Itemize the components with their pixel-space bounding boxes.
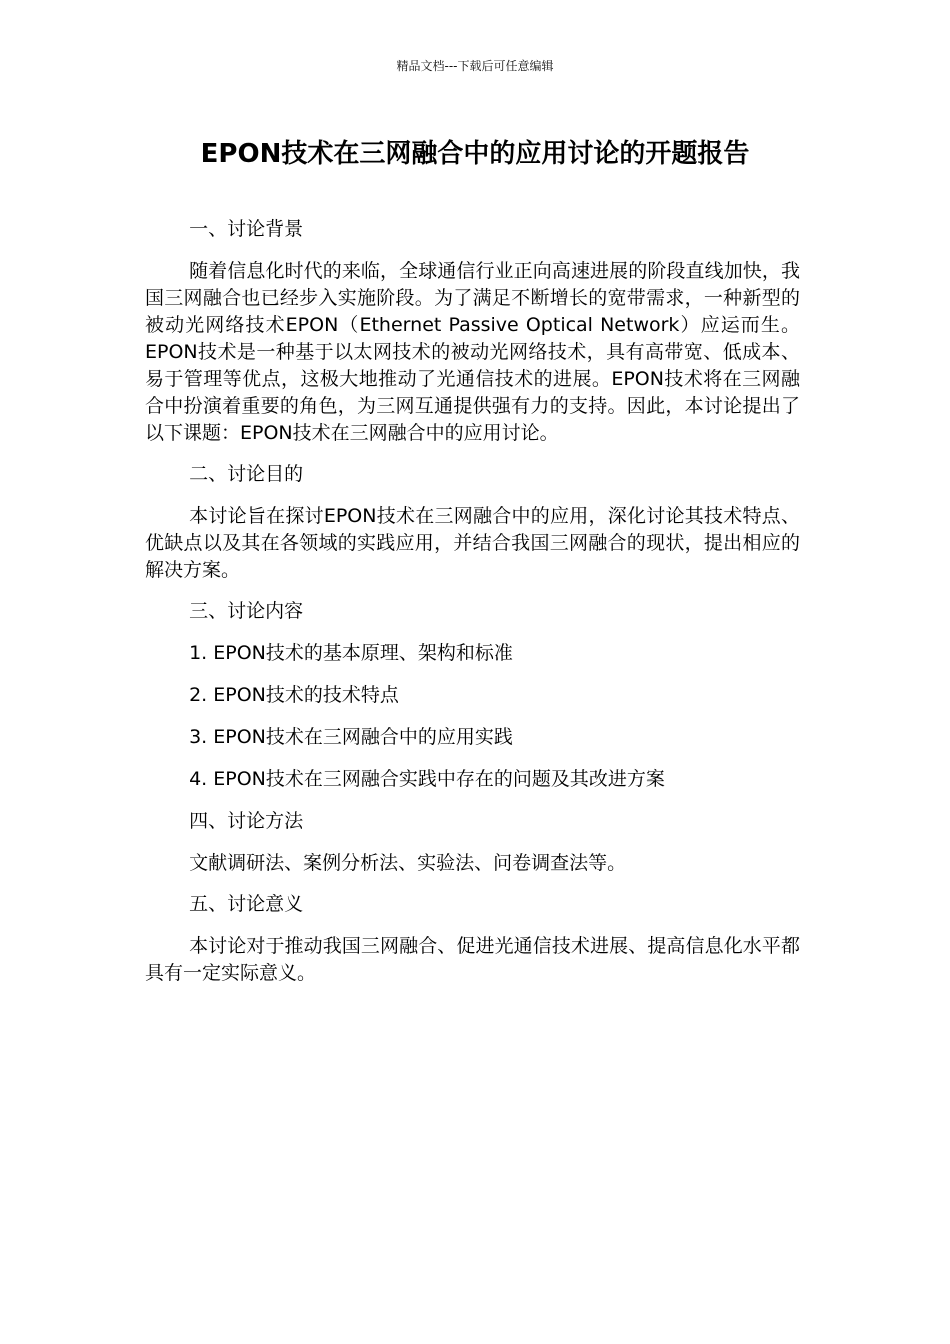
purpose-paragraph: 本讨论旨在探讨EPON技术在三网融合中的应用，深化讨论其技术特点、优缺点以及其在各领域的实践应用，并结合我国三网融合的现状，提出相应的解决方案。	[145, 505, 800, 581]
section-heading-significance: 五、讨论意义	[189, 893, 304, 915]
section-heading-purpose: 二、讨论目的	[189, 463, 304, 485]
content-list-item: 4. EPON技术在三网融合实践中存在的问题及其改进方案	[189, 768, 665, 790]
page-header-note: 精品文档---下载后可任意编辑	[396, 59, 554, 73]
document-title: EPON技术在三网融合中的应用讨论的开题报告	[200, 139, 750, 169]
document-body	[145, 216, 800, 1001]
section-heading-content: 三、讨论内容	[189, 600, 304, 622]
section-heading-method: 四、讨论方法	[189, 810, 304, 832]
significance-paragraph: 本讨论对于推动我国三网融合、促进光通信技术进展、提高信息化水平都具有一定实际意义。	[145, 935, 800, 984]
content-list-item: 3. EPON技术在三网融合中的应用实践	[189, 726, 513, 748]
section-heading-background: 一、讨论背景	[189, 218, 304, 240]
content-list-item: 1. EPON技术的基本原理、架构和标准	[189, 642, 513, 664]
background-paragraph: 随着信息化时代的来临，全球通信行业正向高速进展的阶段直线加快，我国三网融合也已经步入实施阶段。为了满足不断增长的宽带需求，一种新型的被动光网络技术EPON（Ethernet Passive Optical Network）应运而生。EPON技术是一种基于以太网技术的被动光网络技术，具有高带宽、低成本、易于管理等优点，这极大地推动了光通信技术的进展。EPON技术将在三网融合中扮演着重要的角色，为三网互通提供强有力的支持。因此，本讨论提出了以下课题：EPON技术在三网融合中的应用讨论。	[145, 260, 800, 444]
content-list-item: 2. EPON技术的技术特点	[189, 684, 399, 706]
method-paragraph: 文献调研法、案例分析法、实验法、问卷调查法等。	[189, 852, 627, 874]
